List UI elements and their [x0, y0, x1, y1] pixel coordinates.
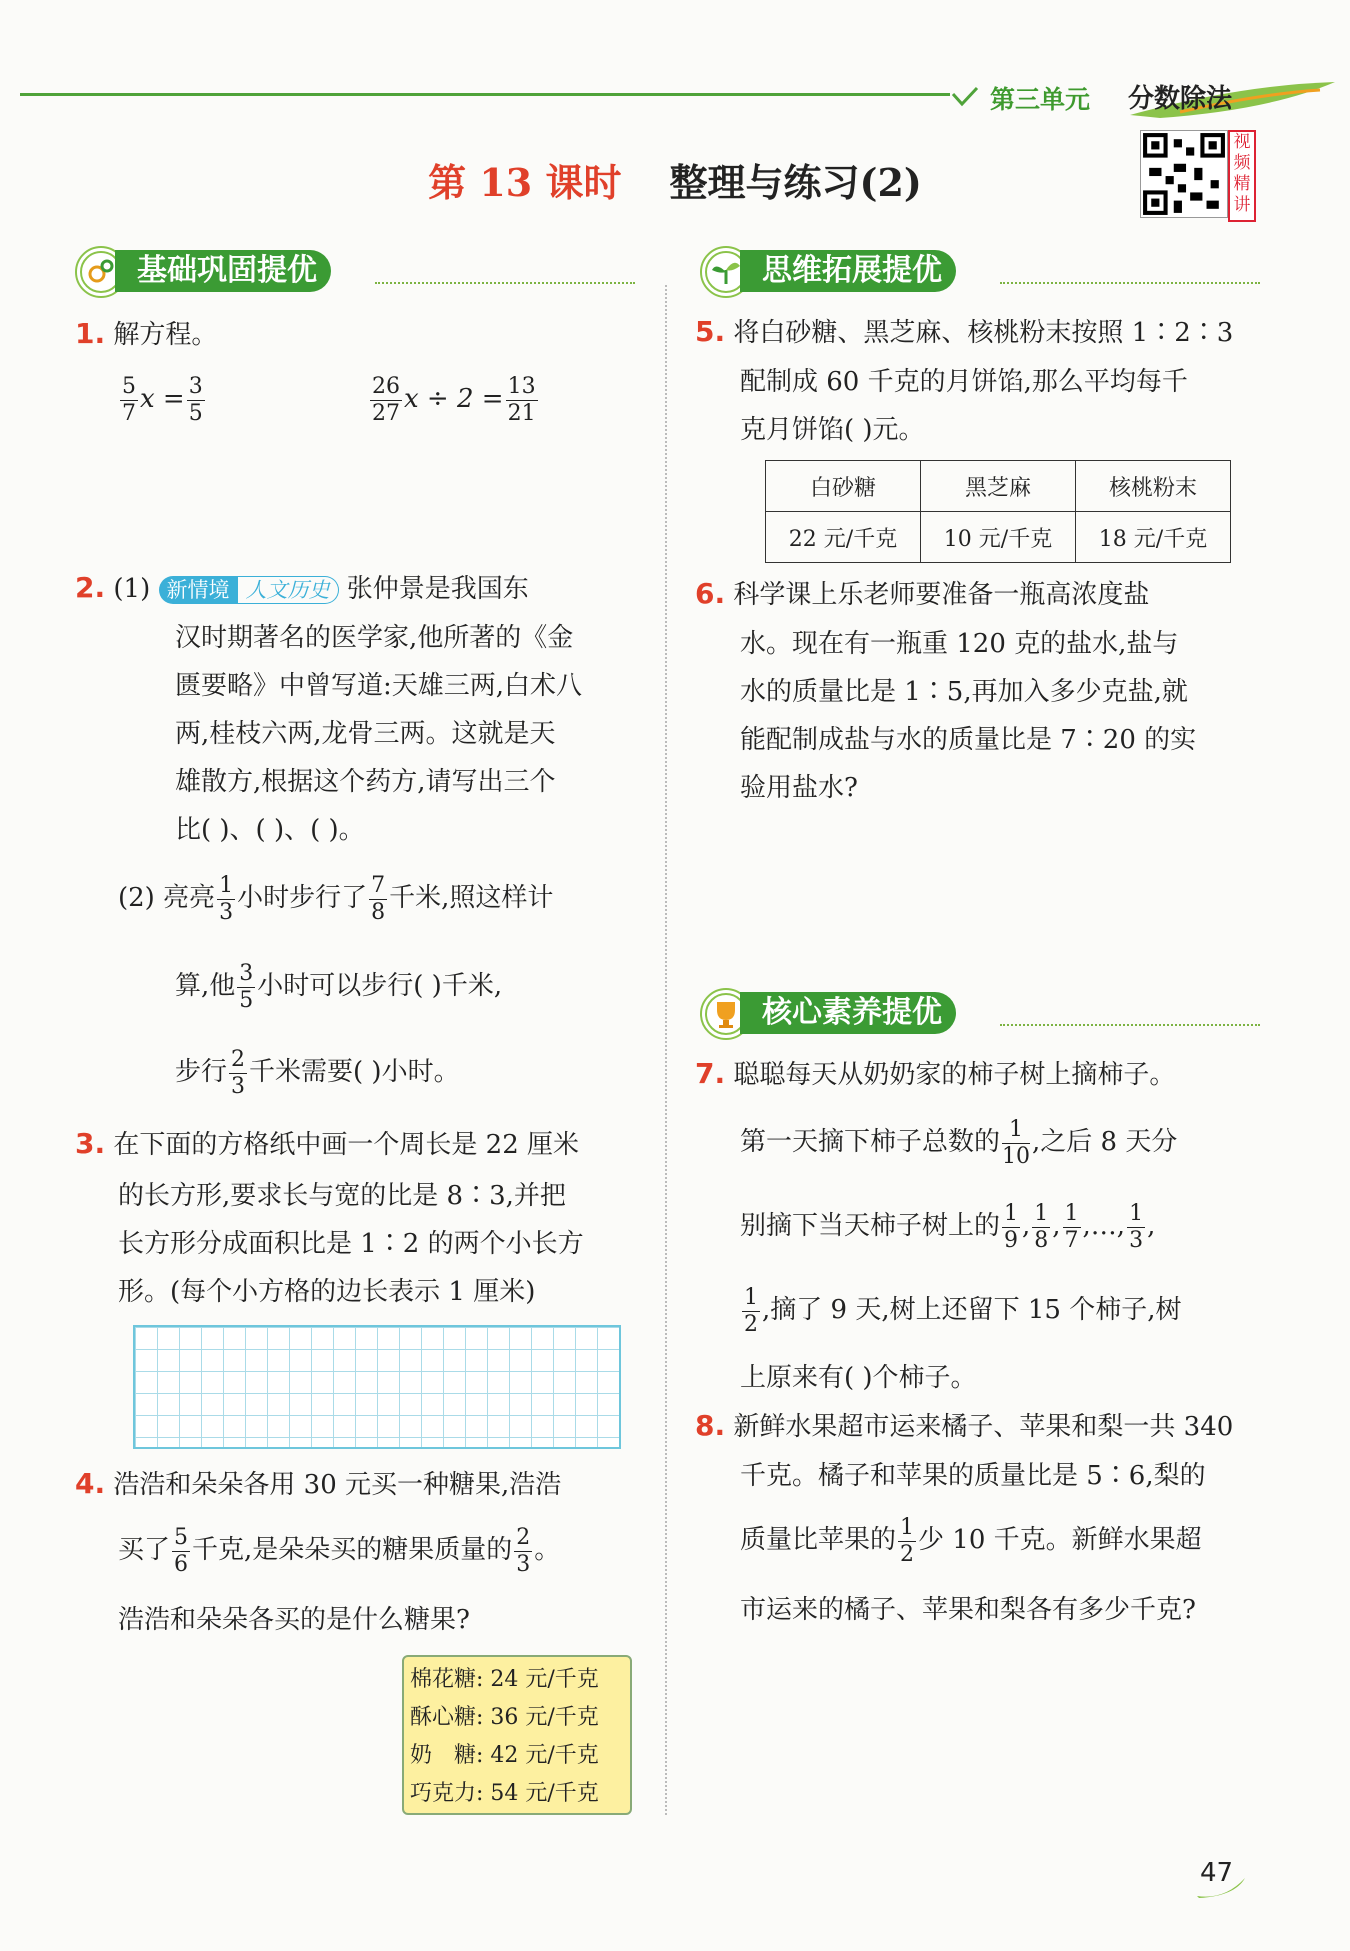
unit-label: 第三单元: [990, 85, 1091, 114]
question-7-line-4: $\frac{1}{2}$ ,摘了 9 天,树上还留下 15 个柿子,树: [744, 1284, 1182, 1337]
question-4-line-3: 浩浩和朵朵各买的是什么糖果?: [118, 1605, 470, 1635]
question-5-line-2: 配制成 60 千克的月饼馅,那么平均每千: [740, 367, 1188, 397]
question-2-line-4: 两,桂枝六两,龙骨三两。这就是天: [175, 719, 556, 749]
question-8-line-4: 市运来的橘子、苹果和梨各有多少千克?: [740, 1595, 1196, 1625]
question-7-line-5: 上原来有( )个柿子。: [740, 1363, 977, 1393]
question-3-line-4: 形。(每个小方格的边长表示 1 厘米): [118, 1277, 536, 1307]
question-6-line-2: 水。现在有一瓶重 120 克的盐水,盐与: [740, 629, 1179, 659]
page-title: 第 13 课时 整理与练习(2): [428, 160, 922, 205]
question-2-line-6: 比( )、( )、( )。: [175, 815, 365, 845]
question-7-line-2: 第一天摘下柿子总数的 $\frac{1}{10}$ ,之后 8 天分: [740, 1116, 1178, 1169]
question-3-line-2: 的长方形,要求长与宽的比是 8∶3,并把: [118, 1181, 566, 1211]
price-item: 奶 糖: 42 元/千克: [410, 1743, 599, 1768]
question-2-line-5: 雄散方,根据这个药方,请写出三个: [175, 767, 556, 797]
fraction: $\frac{3}{5}$: [188, 373, 203, 426]
grid-paper[interactable]: [133, 1325, 621, 1449]
page-swoosh-icon: [1195, 1870, 1255, 1900]
new-context-tag: 新情境 人文历史: [159, 566, 339, 614]
video-tag: 视频精讲: [1228, 130, 1256, 222]
header-rule: [20, 93, 950, 96]
section-basic-header: 基础巩固提优: [75, 246, 635, 296]
section-core-header: 核心素养提优: [700, 988, 1260, 1038]
question-8-line-1: 8. 新鲜水果超市运来橘子、苹果和梨一共 340: [695, 1409, 1234, 1442]
question-5-line-3: 克月饼馅( )元。: [740, 415, 925, 445]
question-6-line-3: 水的质量比是 1∶5,再加入多少克盐,就: [740, 677, 1188, 707]
price-item: 酥心糖: 36 元/千克: [410, 1705, 599, 1730]
table-header-cell: 白砂糖: [766, 461, 921, 512]
question-3-line-3: 长方形分成面积比是 1∶2 的两个小长方: [118, 1229, 584, 1259]
question-4-line-1: 4. 浩浩和朵朵各用 30 元买一种糖果,浩浩: [75, 1467, 562, 1500]
question-5-line-1: 5. 将白砂糖、黑芝麻、核桃粉末按照 1∶2∶3: [695, 315, 1234, 348]
question-6-line-5: 验用盐水?: [740, 773, 858, 803]
question-2-line-1: 2. (1) 新情境 人文历史 张仲景是我国东: [75, 564, 529, 614]
question-2-part-2-line-3: 步行 $\frac{2}{3}$ 千米需要( )小时。: [175, 1046, 460, 1099]
fraction: $\frac{26}{27}$: [372, 373, 400, 426]
price-item: 棉花糖: 24 元/千克: [410, 1667, 599, 1692]
candy-price-box: [402, 1655, 632, 1815]
ingredient-price-table: [765, 460, 1231, 563]
question-6-line-1: 6. 科学课上乐老师要准备一瓶高浓度盐: [695, 577, 1150, 610]
table-cell: 10 元/千克: [921, 512, 1076, 563]
table-cell: 22 元/千克: [766, 512, 921, 563]
table-header-cell: 黑芝麻: [921, 461, 1076, 512]
question-2-part-2-line-1: (2) 亮亮 $\frac{1}{3}$ 小时步行了 $\frac{7}{8}$ 千米,照这样计: [118, 872, 554, 925]
table-cell: 18 元/千克: [1076, 512, 1231, 563]
question-7-line-1: 7. 聪聪每天从奶奶家的柿子树上摘柿子。: [695, 1057, 1176, 1090]
question-8-line-2: 千克。橘子和苹果的质量比是 5∶6,梨的: [740, 1461, 1206, 1491]
question-7-line-3: 别摘下当天柿子树上的 $\frac{1}{9}$ , $\frac{1}{8}$ , $\frac{1}{7}$ ,…, $\frac{1}{3}$ ,: [740, 1200, 1156, 1253]
question-2-line-3: 匮要略》中曾写道:天雄三两,白术八: [175, 671, 583, 701]
question-8-line-3: 质量比苹果的 $\frac{1}{2}$ 少 10 千克。新鲜水果超: [740, 1514, 1202, 1567]
qr-code-icon[interactable]: [1140, 130, 1228, 218]
check-icon: [950, 86, 980, 108]
question-3-line-1: 3. 在下面的方格纸中画一个周长是 22 厘米: [75, 1127, 580, 1160]
fraction: $\frac{5}{7}$: [122, 373, 136, 426]
question-2-line-2: 汉时期著名的医学家,他所著的《金: [175, 623, 574, 653]
price-item: 巧克力: 54 元/千克: [410, 1781, 599, 1806]
question-2-part-2-line-2: 算,他 $\frac{3}{5}$ 小时可以步行( )千米,: [175, 960, 503, 1013]
page-number: 47: [1200, 1858, 1234, 1888]
question-6-line-4: 能配制成盐与水的质量比是 7∶20 的实: [740, 725, 1197, 755]
chapter-label: 分数除法: [1128, 84, 1233, 114]
question-1: 1. 解方程。: [75, 317, 218, 350]
equation-1: $\frac{5}{7}$ x = $\frac{3}{5}$: [122, 373, 203, 426]
equation-2: $\frac{26}{27}$ x ÷ 2 = $\frac{13}{21}$: [372, 373, 536, 426]
column-divider: [665, 285, 667, 1815]
section-thinking-header: 思维拓展提优: [700, 246, 1260, 296]
question-4-line-2: 买了 $\frac{5}{6}$ 千克,是朵朵买的糖果质量的 $\frac{2}{3}$ 。: [118, 1524, 561, 1577]
fraction: $\frac{13}{21}$: [507, 373, 536, 426]
table-header-cell: 核桃粉末: [1076, 461, 1231, 512]
